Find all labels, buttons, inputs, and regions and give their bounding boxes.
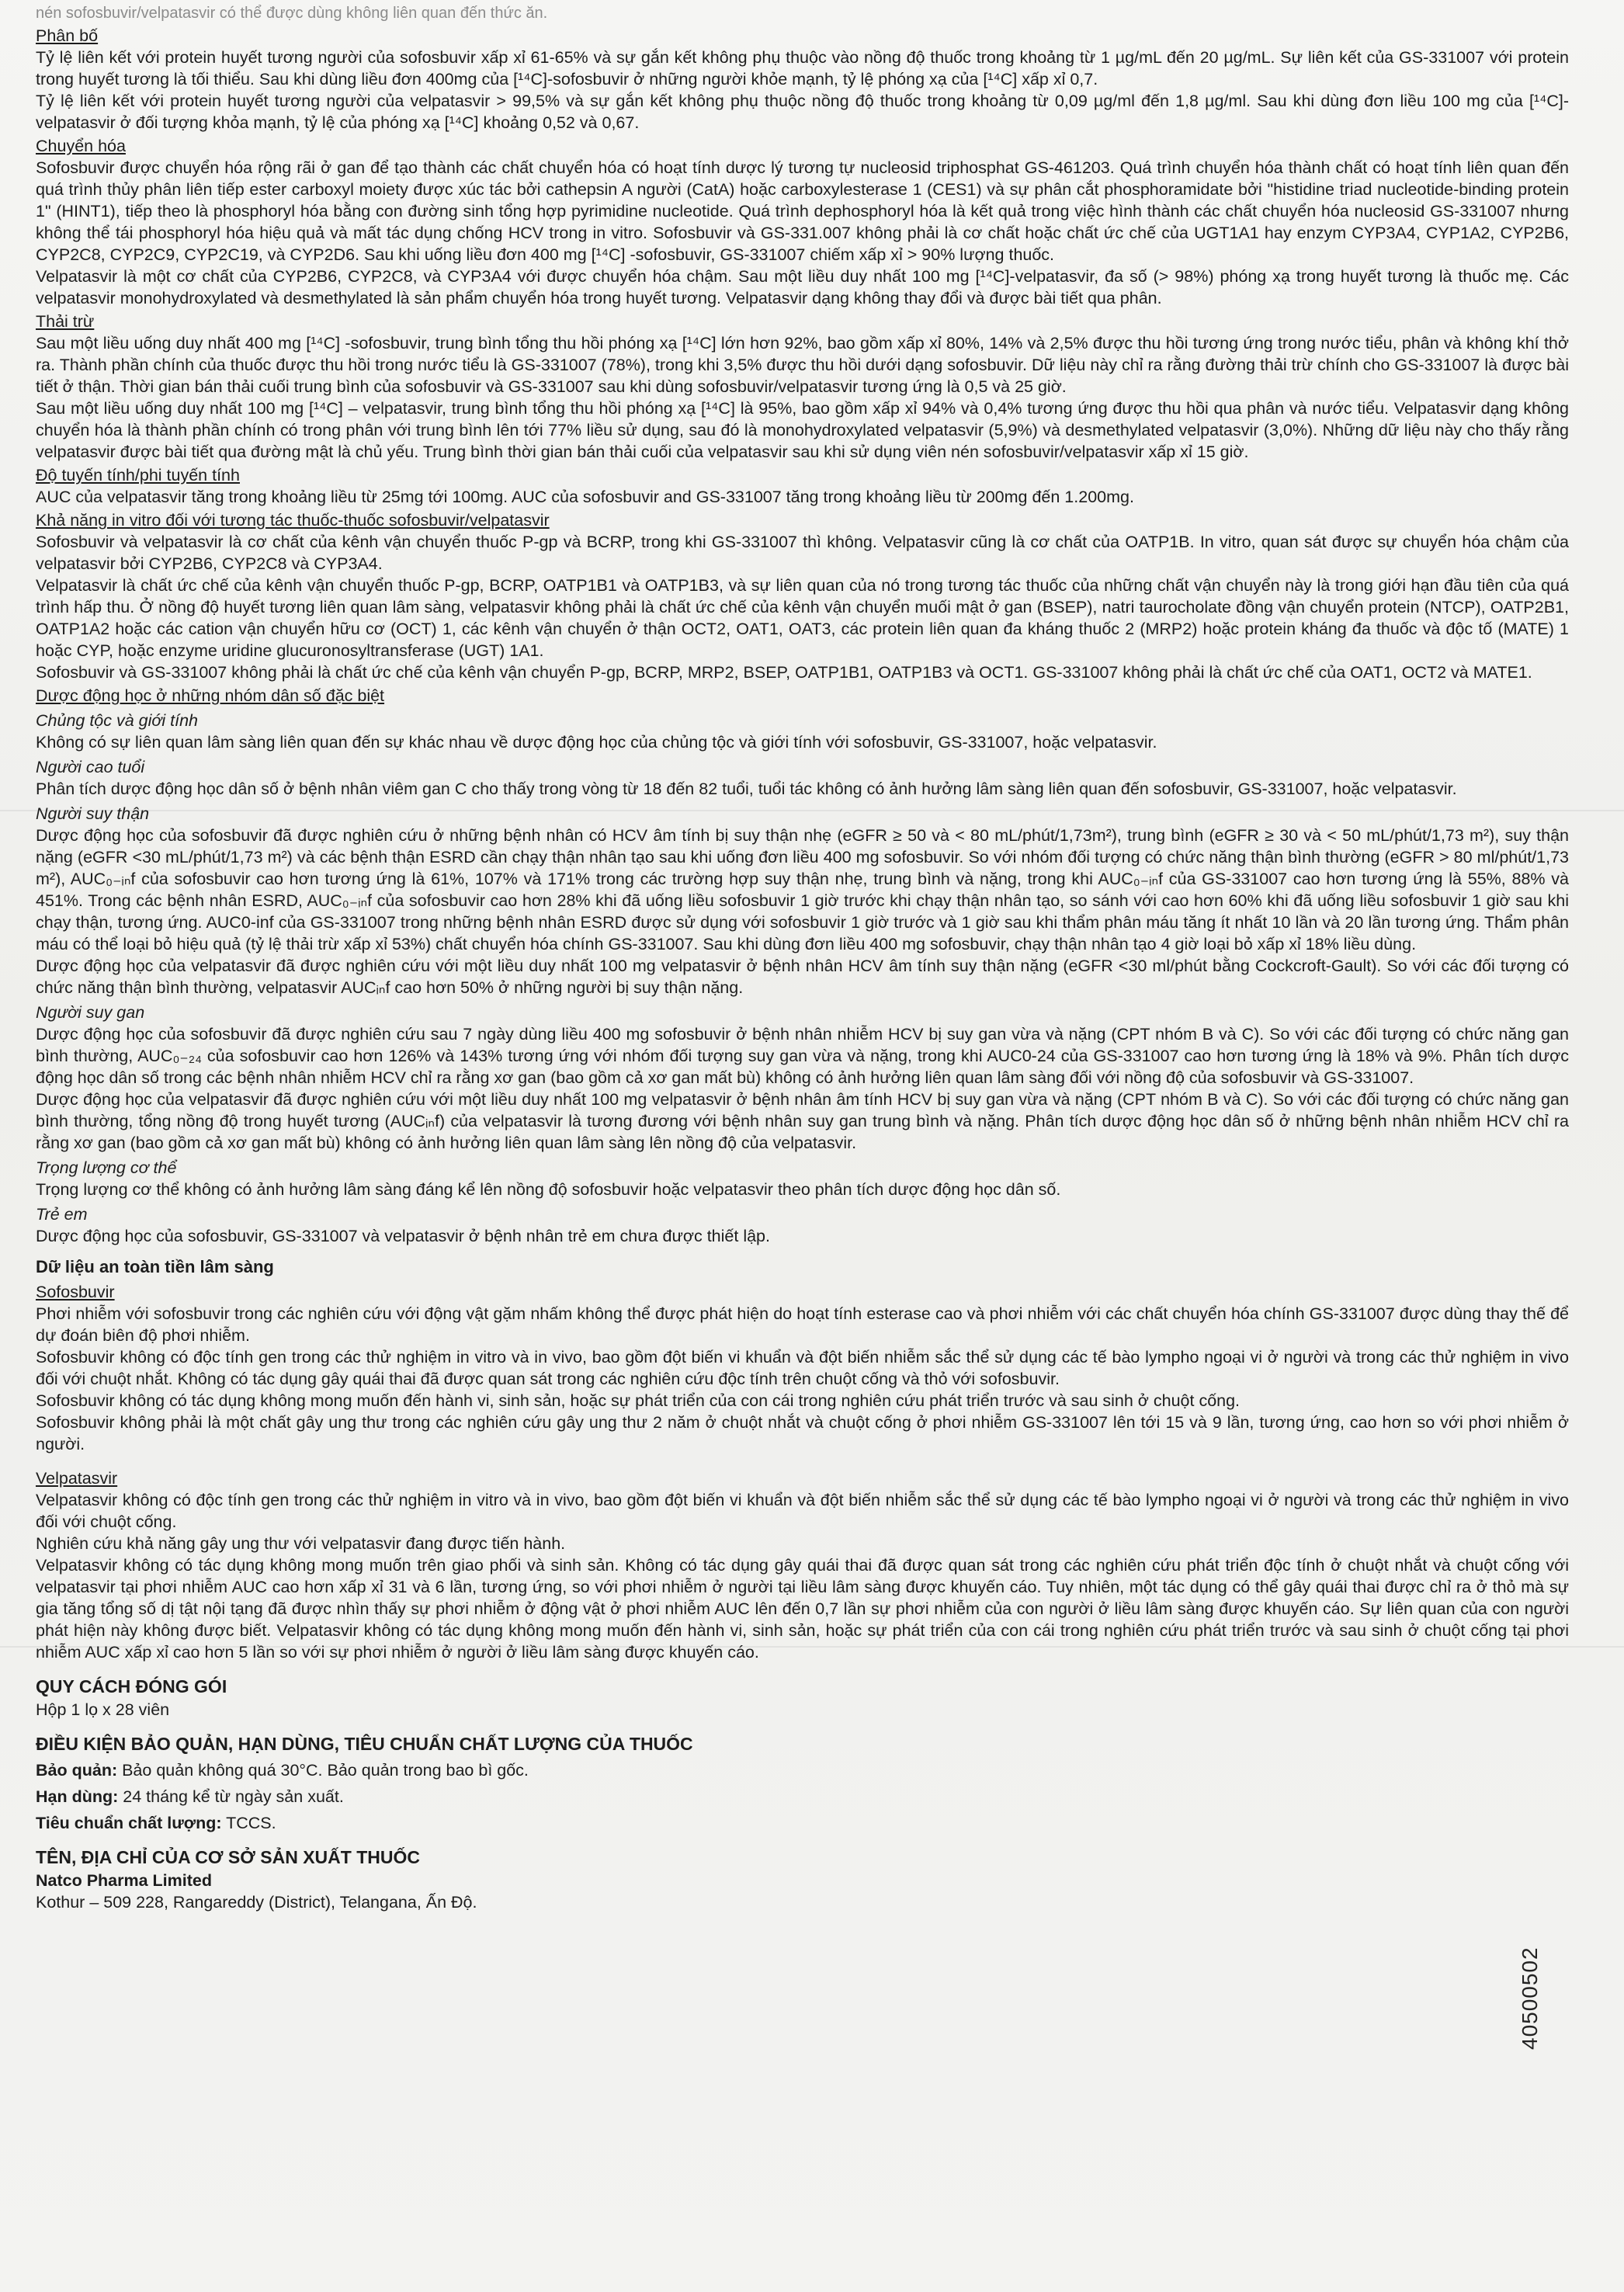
section-packaging [36,1676,1569,1721]
storage-row [36,1759,1569,1781]
paragraph: Sau một liều uống duy nhất 400 mg [¹⁴C] -sofosbuvir, trung bình tổng thu hồi phóng xạ [¹⁴C] lớn hơn 92%, bao gồm xấp xỉ 80%, 14% và 2,5% được thu hồi tương ứng trong nước tiểu, phân và không khí thở ra. Thành phần chính của thuốc được thu hồi trong nước tiểu là GS-331007 (78%), trong khi 3,5% được thu hồi dưới dạng sofosbuvir. Dữ liệu này chỉ ra rằng đường thải trừ chính cho GS-331007 là được bài tiết ở thận. Thời gian bán thải cuối trung bình của sofosbuvir và GS-331007 sau khi dùng sofosbuvir/velpatasvir tương ứng là 0,5 và 25 giờ. [36,334,1569,396]
expiry-value: 24 tháng kể từ ngày sản xuất. [123,1787,344,1806]
paragraph: Velpatasvir không có độc tính gen trong các thử nghiệm in vitro và in vivo, bao gồm đột biến vi khuẩn và đột biến nhiễm sắc thể sử dụng các tế bào lympho ngoại vi ở người và trong các thử nghiệm in vivo đối với chuột cống. [36,1491,1569,1531]
paragraph: Phân tích dược động học dân số ở bệnh nhân viêm gan C cho thấy trong vòng từ 18 đến 82 tuổi, tuổi tác không có ảnh hưởng lâm sàng liên quan đến sofosbuvir, GS-331007, hoặc velpatasvir. [36,780,1457,798]
paragraph: Sofosbuvir và GS-331007 không phải là chất ức chế của kênh vận chuyển P-gp, BCRP, MRP2, BSEP, OATP1B1, OATP1B3 và OCT1. GS-331007 không phải là chất ức chế của OAT1, OCT2 và MATE1. [36,663,1532,682]
paragraph: Sofosbuvir không có độc tính gen trong các thử nghiệm in vitro và in vivo, bao gồm đột biến vi khuẩn và đột biến nhiễm sắc thể sử dụng các tế bào lympho ngoại vi ở người và trong các thử nghiệm in vivo đối với chuột nhắt. Không có tác dụng gây quái thai đã được quan sát trong các nghiên cứu độc tính trên chuột cống và thỏ với sofosbuvir. [36,1348,1569,1388]
section-heading: Dược động học ở những nhóm dân số đặc biệt [36,686,385,705]
storage-label: Bảo quản: [36,1761,118,1780]
subsection-heading: Sofosbuvir [36,1283,115,1301]
paragraph: Sau một liều uống duy nhất 100 mg [¹⁴C] – velpatasvir, trung bình tổng thu hồi phóng xạ [¹⁴C] là 95%, bao gồm xấp xỉ 94% và 0,4% tương ứng được thu hồi qua phân và nước tiểu. Velpatasvir dạng không chuyển hóa là thành phần chính có trong phân với trung bình lên tới 77% liều sử dụng, sau đó là monohydroxylated velpatasvir (5,9%) và desmethylated velpatasvir (3,0%). Những dữ liệu này cho thấy rằng velpatasvir được bài tiết qua đường mật là chủ yếu. Trung bình thời gian bán thải cuối của velpatasvir sau khi sử dụng viên nén sofosbuvir/velpatasvir xấp xỉ 15 giờ. [36,399,1569,461]
subsection-heading: Velpatasvir [36,1469,118,1488]
section-heading: Chuyển hóa [36,137,126,155]
section-heading: Phân bố [36,26,99,45]
paragraph: Sofosbuvir được chuyển hóa rộng rãi ở gan để tạo thành các chất chuyển hóa có hoạt tính dược lý tương tự nucleosid triphosphat GS-461203. Quá trình chuyển hóa thành chất có hoạt tính liên quan đến quá trình thủy phân liên tiếp ester carboxyl moiety được xúc tác bởi cathepsin A người (CatA) hoặc carboxylesterase 1 (CES1) và sự phân cắt phosphoramidate bởi "histidine triad nucleotide-binding protein 1" (HINT1), tiếp theo là phosphoryl hóa bằng con đường sinh tổng hợp pyrimidine nucleotide. Quá trình dephosphoryl hóa là kết quả trong việc hình thành các chất chuyển hóa nucleosid GS-331007 nhưng không thể tái phosphoryl hóa hiệu quả và mất tác dụng chống HCV trong in vitro. Sofosbuvir và GS-331.007 không phải là cơ chất hoặc chất ức chế của UGT1A1 hay enzym CYP3A4, CYP1A2, CYP2B6, CYP2C8, CYP2C9, CYP2C19, và CYP2D6. Sau khi uống liều đơn 400 mg [¹⁴C] -sofosbuvir, GS-331007 chiếm xấp xỉ > 90% lượng thuốc. [36,158,1569,264]
subsection-heading: Người suy gan [36,1003,145,1022]
paragraph: Dược động học của velpatasvir đã được nghiên cứu với một liều duy nhất 100 mg velpatasvir ở bệnh nhân âm tính HCV bị suy gan vừa và nặng (CPT nhóm B và C). So với các đối tượng có chức năng gan bình thường, tổng nồng độ trong huyết tương (AUCᵢₙf) của velpatasvir là tương đương với bệnh nhân suy gan trung bình và nặng. Phân tích dược động học dân số ở những bệnh nhân nhiễm HCV chỉ ra rằng xơ gan (bao gồm cả xơ gan mất bù) không có ảnh hưởng liên quan lâm sàng lên nồng độ của velpatasvir. [36,1090,1569,1152]
subsection-heading: Trọng lượng cơ thể [36,1158,177,1177]
section-title: ĐIỀU KIỆN BẢO QUẢN, HẠN DÙNG, TIÊU CHUẨN CHẤT LƯỢNG CỦA THUỐC [36,1734,693,1754]
paragraph: Sofosbuvir không phải là một chất gây ung thư trong các nghiên cứu gây ung thư 2 năm ở chuột nhắt và chuột cống ở phơi nhiễm GS-331007 lên tới 15 và 9 lần, tương ứng, cao hơn so với phơi nhiễm ở người. [36,1413,1569,1453]
expiry-row [36,1786,1569,1808]
spacer [36,1455,1569,1466]
subsection-heading: Chủng tộc và giới tính [36,711,199,730]
paragraph: Velpatasvir là chất ức chế của kênh vận chuyển thuốc P-gp, BCRP, OATP1B1 và OATP1B3, và sự liên quan của nó trong tương tác thuốc của những chất vận chuyển này là trong giới hạn đầu tiên của quá trình hấp thu. Ở nồng độ huyết tương liên quan lâm sàng, velpatasvir không phải là chất ức chế của kênh vận chuyển muối mật ở gan (BSEP), natri taurocholate đồng vận chuyển protein (NTCP), OATP2B1, OATP1A2 hoặc các cation vận chuyển hữu cơ (OCT) 1, các kênh vận chuyển ở thận OCT2, OAT1, OAT3, các protein liên quan đa kháng thuốc 2 (MRP2) hoặc protein kháng đa thuốc và độc tố (MATE) 1 hoặc CYP, hoặc enzyme uridine glucuronosyltransferase (UGT) 1A1. [36,576,1569,660]
paragraph: Trọng lượng cơ thể không có ảnh hưởng lâm sàng đáng kể lên nồng độ sofosbuvir hoặc velpatasvir theo phân tích dược động học dân số. [36,1180,1061,1199]
paragraph: Velpatasvir không có tác dụng không mong muốn trên giao phối và sinh sản. Không có tác dụng gây quái thai đã được quan sát trong các nghiên cứu phát triển độc tính ở chuột nhắt và chuột cống với velpatasvir tại phơi nhiễm AUC cao hơn xấp xỉ 31 và 6 lần, tương ứng, so với phơi nhiễm ở người tại liều lâm sàng được khuyến cáo. Tuy nhiên, một tác dụng có thể gây quái thai được chỉ ra ở thỏ mà sự gia tăng tổng số dị tật nội tạng đã được nhìn thấy sự phơi nhiễm ở động vật ở phơi nhiễm AUC lên đến 0,7 lần sự phơi nhiễm của con người ở liều lâm sàng được khuyến cáo. Sự liên quan của con người phát hiện này không được biết. Velpatasvir không có tác dụng không mong muốn đến hành vi, sinh sản, hoặc sự phát triển của con cái trong nghiên cứu phát triển trước và sau sinh ở chuột cống tại phơi nhiễm AUC xấp xỉ cao hơn 5 lần so với sự phơi nhiễm ở người ở liều lâm sàng được khuyến cáo. [36,1556,1569,1662]
section-distribution [36,25,1569,134]
paragraph: Tỷ lệ liên kết với protein huyết tương người của sofosbuvir xấp xỉ 61-65% và sự gắn kết không phụ thuộc vào nồng độ thuốc trong khoảng từ 1 µg/mL đến 20 µg/mL. Sự liên kết của GS-331007 với protein trong huyết tương là tối thiểu. Sau khi dùng liều đơn 400mg của [¹⁴C]-sofosbuvir ở những người khỏe mạnh, tỷ lệ phóng xạ của [¹⁴C] xấp xỉ 0,7. [36,48,1569,89]
subsection-heading: Trẻ em [36,1205,88,1224]
paragraph: Nghiên cứu khả năng gây ung thư với velpatasvir đang được tiến hành. [36,1534,566,1553]
paragraph: Không có sự liên quan lâm sàng liên quan đến sự khác nhau về dược động học của chủng tộc và giới tính với sofosbuvir, GS-331007, hoặc velpatasvir. [36,733,1157,752]
section-heading: Khả năng in vitro đối với tương tác thuốc-thuốc sofosbuvir/velpatasvir [36,511,550,530]
standard-value: TCCS. [226,1814,276,1832]
section-drug-interactions [36,509,1569,683]
paragraph: Tỷ lệ liên kết với protein huyết tương người của velpatasvir > 99,5% và sự gắn kết không phụ thuộc nồng độ thuốc trong khoảng từ 0,09 µg/ml đến 1,8 µg/ml. Sau khi dùng đơn liều 100 mg của [¹⁴C]-velpatasvir ở đối tượng khỏa mạnh, tỷ lệ của phóng xạ [¹⁴C] khoảng 0,52 và 0,67. [36,92,1569,132]
subsection-heading: Người suy thận [36,804,150,823]
paragraph: Phơi nhiễm với sofosbuvir trong các nghiên cứu với động vật gặm nhấm không thể được phát hiện do hoạt tính esterase cao và phơi nhiễm với các chất chuyển hóa chính GS-331007 được dùng thay thế để dự đoán biên độ phơi nhiễm. [36,1304,1569,1345]
standard-row [36,1812,1569,1834]
section-preclinical-safety [36,1256,1569,1663]
leaflet-content [36,3,1569,1913]
standard-label: Tiêu chuẩn chất lượng: [36,1814,222,1832]
section-special-populations [36,685,1569,1247]
paragraph: Sofosbuvir không có tác dụng không mong muốn đến hành vi, sinh sản, hoặc sự phát triển của con cái trong nghiên cứu phát triển trước và sau sinh ở chuột cống. [36,1391,1241,1410]
section-title: Dữ liệu an toàn tiền lâm sàng [36,1257,274,1276]
paragraph: Dược động học của sofosbuvir, GS-331007 và velpatasvir ở bệnh nhân trẻ em chưa được thiết lập. [36,1227,770,1245]
section-linearity [36,464,1569,508]
packaging-text: Hộp 1 lọ x 28 viên [36,1700,170,1719]
paragraph: Dược động học của velpatasvir đã được nghiên cứu với một liều duy nhất 100 mg velpatasvir ở bệnh nhân HCV âm tính suy thận nặng (eGFR <30 ml/phút bằng Cockcroft-Gault). So với các đối tượng có chức năng thận bình thường, velpatasvir AUCᵢₙf cao hơn 50% ở những người bị suy thận nặng. [36,957,1569,997]
section-title: TÊN, ĐỊA CHỈ CỦA CƠ SỞ SẢN XUẤT THUỐC [36,1847,420,1867]
section-heading: Thải trừ [36,312,95,331]
expiry-label: Hạn dùng: [36,1787,119,1806]
top-line: nén sofosbuvir/velpatasvir có thể được dùng không liên quan đến thức ăn. [36,5,548,22]
paragraph: AUC của velpatasvir tăng trong khoảng liều từ 25mg tới 100mg. AUC của sofosbuvir and GS-331007 tăng trong khoảng liều từ 200mg đến 1.200mg. [36,488,1134,506]
paragraph: Velpatasvir là một cơ chất của CYP2B6, CYP2C8, và CYP3A4 với được chuyển hóa chậm. Sau một liều duy nhất 100 mg [¹⁴C]-velpatasvir, đa số (> 98%) phóng xạ trong huyết tương là thuốc mẹ. Các velpatasvir monohydroxylated và desmethylated là sản phẩm chuyển hóa trong huyết tương. Velpatasvir dạng không thay đổi và được bài tiết qua phân. [36,267,1569,307]
section-metabolism [36,135,1569,309]
section-elimination [36,311,1569,463]
section-manufacturer [36,1846,1569,1913]
section-heading: Độ tuyến tính/phi tuyến tính [36,466,240,484]
manufacturer-address: Kothur – 509 228, Rangareddy (District), Telangana, Ấn Độ. [36,1893,477,1912]
manufacturer-name: Natco Pharma Limited [36,1871,212,1890]
paragraph: Sofosbuvir và velpatasvir là cơ chất của kênh vận chuyển thuốc P-gp và BCRP, trong khi GS-331007 thì không. Velpatasvir cũng là cơ chất của OATP1B. In vitro, quan sát được sự chuyển hóa chậm của velpatasvir bởi CYP2B6, CYP2C8 và CYP3A4. [36,533,1569,573]
paragraph: Dược động học của sofosbuvir đã được nghiên cứu ở những bệnh nhân có HCV âm tính bị suy thận nhẹ (eGFR ≥ 50 và < 80 mL/phút/1,73m²), trung bình (eGFR ≥ 30 và < 50 mL/phút/1,73 m²), suy thận nặng (eGFR <30 mL/phút/1,73 m²) và các bệnh thận ESRD cần chạy thận nhân tạo sau khi uống đơn liều 400 mg sofosbuvir. So với nhóm đối tượng có chức năng thận bình thường (eGFR > 80 ml/phút/1,73 m²), AUC₀₋ᵢₙf của sofosbuvir cao hơn tương ứng là 61%, 107% và 171% trong các trường hợp suy thận nhẹ, trung bình và nặng, trong khi AUC₀₋ᵢₙf của GS-331007 cao hơn tương ứng là 55%, 88% và 451%. Trong các bệnh nhân ESRD, AUC₀₋ᵢₙf của sofosbuvir cao hơn 28% khi đã uống liều sofosbuvir 1 giờ trước khi chạy thận nhân tạo, so sánh với cao hơn 60% khi đã uống liều sofosbuvir 1 giờ sau khi chạy thận, tương ứng. AUC0-inf của GS-331007 trong những bệnh nhân ESRD được sử dụng với sofosbuvir 1 giờ trước và 1 giờ sau khi thẩm phân máu tăng ít nhất 10 lần và 20 lần tương ứng. Thẩm phân máu có thể loại bỏ hiệu quả (tỷ lệ thải trừ xấp xỉ 53%) chất chuyển hóa chính GS-331007. Sau khi dùng đơn liều 400 mg sofosbuvir, chạy thận nhân tạo 4 giờ loại bỏ xấp xỉ 18% liều dùng. [36,826,1569,953]
subsection-heading: Người cao tuổi [36,758,145,776]
section-title: QUY CÁCH ĐÓNG GÓI [36,1676,227,1696]
document-code: 40500502 [1518,1946,1542,2050]
paragraph: Dược động học của sofosbuvir đã được nghiên cứu sau 7 ngày dùng liều 400 mg sofosbuvir ở bệnh nhân nhiễm HCV bị suy gan vừa và nặng (CPT nhóm B và C). So với các đối tượng có chức năng gan bình thường, AUC₀₋₂₄ của sofosbuvir cao hơn 126% và 143% tương ứng với nhóm đối tượng suy gan vừa và nặng, trong khi AUC0-24 của GS-331007 cao hơn tương ứng là 18% và 9%. Phân tích dược động học dân số trong các bệnh nhân nhiễm HCV chỉ ra rằng xơ gan (bao gồm cả xơ gan mất bù) không có ảnh hưởng liên quan lâm sàng đối với nồng độ của sofosbuvir và GS-331007. [36,1025,1569,1087]
storage-value: Bảo quản không quá 30°C. Bảo quản trong bao bì gốc. [122,1761,529,1780]
section-storage [36,1733,1569,1834]
